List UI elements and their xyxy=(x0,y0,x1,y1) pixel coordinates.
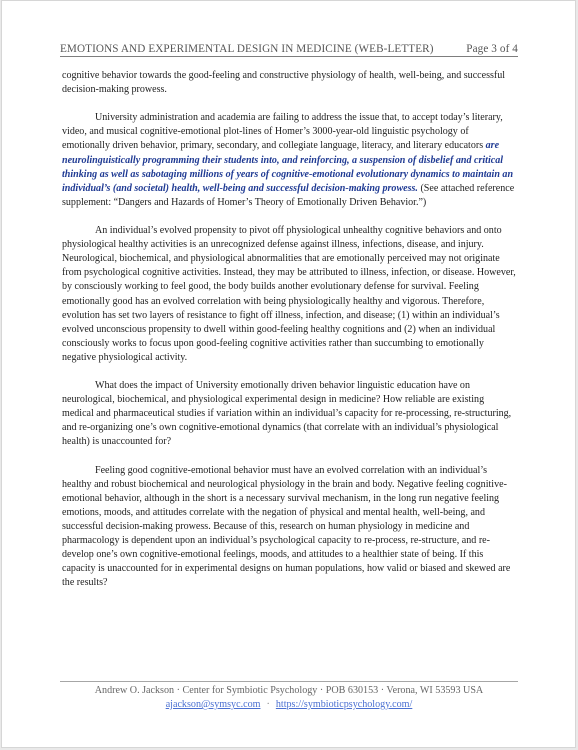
page-header xyxy=(60,43,518,57)
paragraph-evolved-propensity: An individual’s evolved propensity to pivot off physiological unhealthy cognitive behaviors and onto physiological healthy activities is an unrecognized defense against illness, infections, disease, and injury. Neurological, biochemical, and physiological abnormalities that are emotionally perceived may not originate from psychological cognitive activities. Instead, they may be attributed to illness, infection, or disease. However, by consciously working to feel good, the body builds another evolutionary defense for survival. Feeling emotionally good has an evolved correlation with being physiologically healthy and vigorous. Therefore, evolution has set two layers of resistance to fight off illness, infection, and disease; (1) within an individual’s evolved unconscious propensity to dwell within good-feeling healthy cognitions and (2) when an individual consciously works to focus upon good-feeling cognitive activities rather than succumbing to emotionally negative physiological activity. xyxy=(62,225,516,363)
document-page xyxy=(1,0,576,748)
page-footer xyxy=(60,681,518,712)
document-body xyxy=(62,69,517,605)
emphasized-text: are neurolinguistically programming their students into, and reinforcing, a suspension of disbelief and critical thinking as well as sabotaging millions of years of cognitive-emotional evolutionary dynamics to maintain an individual’s (and societal) health, well-being and successful decision-making prowess. xyxy=(62,140,514,194)
paragraph-impact-question: What does the impact of University emotionally driven behavior linguistic education have on neurological, biochemical, and physiological experimental design in medicine? How reliable are existing medical and pharmaceutical studies if variation within an individual’s capacity for re-processing, re-structuring, and re-organizing one’s own cognitive-emotional dynamics (that correlate with an individual’s physiological health) is unaccounted for? xyxy=(62,380,512,448)
paragraph-text-reference: (See attached reference supplement: “Dangers and Hazards of Homer’s Theory of Emotionally Driven Behavior.”) xyxy=(62,182,515,208)
page-number: Page 3 of 4 xyxy=(466,43,518,55)
email-link[interactable]: ajackson@symsyc.com xyxy=(165,699,261,710)
paragraph-university xyxy=(62,111,517,210)
paragraph-text: University administration and academia are failing to address the issue that, to accept today’s literary, video, and musical cognitive-emotional plot-lines of Homer’s 3000-year-old linguistic psychology of emotionally driven behavior, primary, secondary, and collegiate language, literacy, and literary educators xyxy=(62,112,503,152)
footer-separator: · xyxy=(266,699,270,710)
footer-links xyxy=(60,698,518,712)
footer-address: Andrew O. Jackson · Center for Symbiotic Psychology · POB 630153 · Verona, WI 53593 USA xyxy=(94,685,484,696)
paragraph-continuation: cognitive behavior towards the good-feeling and constructive physiology of health, well-being, and successful decision-making prowess. xyxy=(62,70,506,96)
header-title: EMOTIONS AND EXPERIMENTAL DESIGN IN MEDICINE (WEB-LETTER) xyxy=(60,43,434,55)
paragraph-feeling-good: Feeling good cognitive-emotional behavior must have an evolved correlation with an individual’s healthy and robust biochemical and neurological physiology in the brain and body. Negative feeling cognitive-emotional behavior, although in the short is a necessary survival mechanism, in the long run negative feeling emotions, moods, and attitudes correlate with the negation of physical and mental health, well-being, and successful decision-making prowess. Because of this, research on human physiology in medicine and pharmacology is dependent upon an individual’s psychological capacity to re-process, re-structure, and re-develop one’s own cognitive-emotional feelings, moods, and attitudes to a healthier state of being. If this capacity is unaccounted for in experimental designs on human populations, how valid or biased and skewed are the results? xyxy=(62,464,511,589)
website-link[interactable]: https://symbioticpsychology.com/ xyxy=(275,699,413,710)
